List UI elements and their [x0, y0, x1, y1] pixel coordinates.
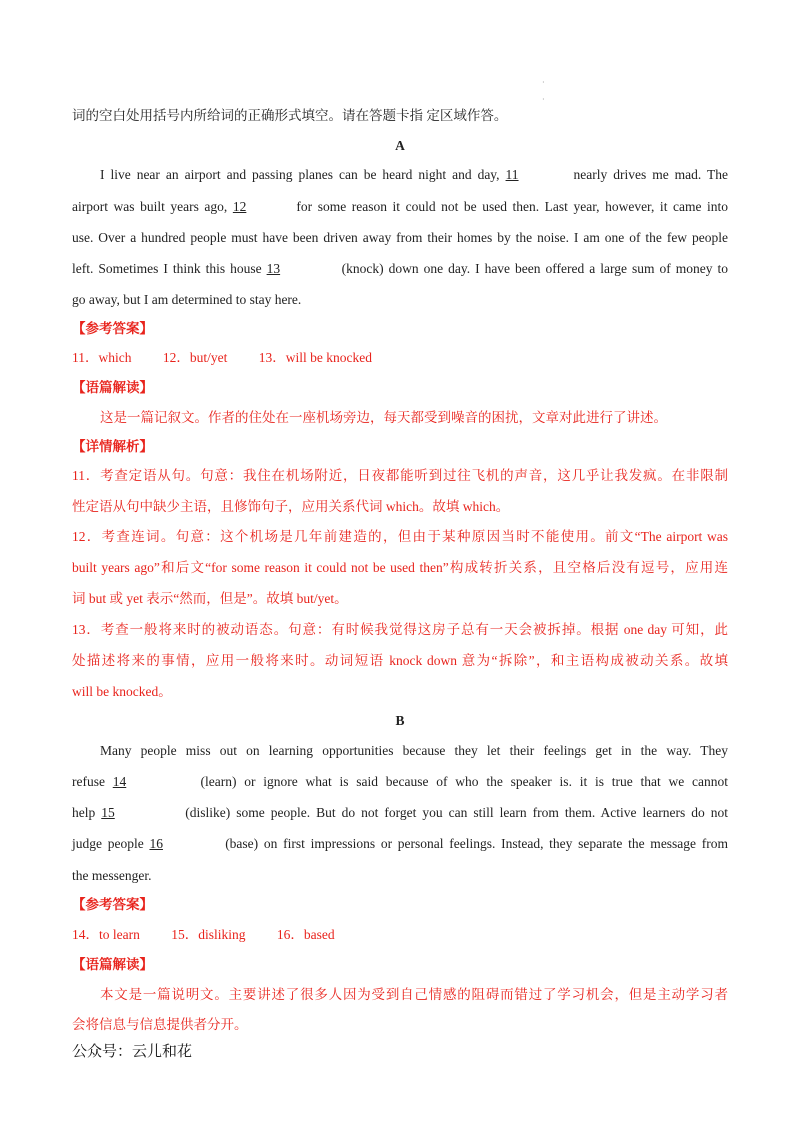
blank-14: 14	[112, 774, 127, 789]
answer-item: 16．based	[276, 927, 335, 942]
blank-11: 11	[505, 167, 519, 182]
detail-line: built years ago”和后文“for some reason it could not be used then”构成转折关系，且空格后没有逗号，应用连	[72, 560, 728, 575]
answer-item: 14．to learn	[72, 927, 140, 942]
passage-line: use. Over a hundred people must have been driven away from their homes by the noise. I am one of the few people	[72, 230, 728, 245]
section-b-heading: B	[395, 713, 405, 728]
answer-item: 13．will be knocked	[258, 350, 372, 365]
reading-text: 这是一篇记叙文。作者的住处在一座机场旁边，每天都受到噪音的困扰，文章对此进行了讲述。	[100, 410, 667, 425]
passage-line: help 15 (dislike) some people. But do not forget you can still learn from them. Active learners do not	[72, 803, 728, 823]
instruction-text: 词的空白处用括号内所给词的正确形式填空。请在答题卡指 定区域作答。	[72, 108, 508, 123]
passage-line: airport was built years ago, 12 for some reason it could not be used then. Last year, however, it came into	[72, 197, 728, 217]
detail-line: 词 but 或 yet 表示“然而，但是”。故填 but/yet。	[72, 591, 348, 606]
passage-line: refuse 14 (learn) or ignore what is said because of who the speaker is. it is true that we cannot	[72, 772, 728, 792]
decorative-dot: ·	[542, 95, 545, 104]
reading-label: 【语篇解读】	[72, 380, 153, 395]
blank-15: 15	[101, 805, 115, 820]
detail-label: 【详情解析】	[72, 439, 153, 454]
reading-text: 会将信息与信息提供者分开。	[72, 1017, 248, 1032]
answer-label: 【参考答案】	[72, 321, 153, 336]
passage-line: judge people 16 (base) on first impressions or personal feelings. Instead, they separate the message from	[72, 834, 728, 854]
blank-13: 13	[266, 261, 281, 276]
reading-label: 【语篇解读】	[72, 957, 153, 972]
detail-line: will be knocked。	[72, 684, 172, 699]
passage-line: I live near an airport and passing planes can be heard night and day, 11 nearly drives me mad. The	[72, 165, 728, 185]
answer-item: 12．but/yet	[162, 350, 228, 365]
detail-line: 处描述将来的事情，应用一般将来时。动词短语 knock down 意为“拆除”，和主语构成被动关系。故填	[72, 653, 728, 668]
reading-text: 本文是一篇说明文。主要讲述了很多人因为受到自己情感的阻碍而错过了学习机会，但是主动学习者	[100, 987, 728, 1002]
detail-line: 11．考查定语从句。句意：我住在机场附近，日夜都能听到过往飞机的声音，这几乎让我发疯。在非限制	[72, 468, 728, 483]
passage-line: Many people miss out on learning opportunities because they let their feelings get in the way. They	[100, 743, 728, 758]
blank-12: 12	[232, 199, 247, 214]
passage-line: the messenger.	[72, 868, 152, 883]
answer-list	[72, 925, 728, 945]
passage-line: left. Sometimes I think this house 13 (knock) down one day. I have been offered a large sum of money to	[72, 259, 728, 279]
answer-label: 【参考答案】	[72, 897, 153, 912]
answer-list	[72, 348, 728, 368]
passage-line: go away, but I am determined to stay here.	[72, 292, 302, 307]
detail-line: 性定语从句中缺少主语，且修饰句子，应用关系代词 which。故填 which。	[72, 499, 510, 514]
detail-line: 13．考查一般将来时的被动语态。句意：有时候我觉得这房子总有一天会被拆掉。根据 one day 可知，此	[72, 622, 728, 637]
answer-item: 15．disliking	[171, 927, 246, 942]
blank-16: 16	[149, 836, 163, 851]
footer-watermark: 公众号：云儿和花	[72, 1042, 193, 1060]
detail-line: 12．考查连词。句意：这个机场是几年前建造的，但由于某种原因当时不能使用。前文“The airport was	[72, 529, 728, 544]
section-a-heading: A	[395, 138, 405, 153]
answer-item: 11．which	[72, 350, 132, 365]
decorative-dot: ·	[542, 78, 545, 87]
